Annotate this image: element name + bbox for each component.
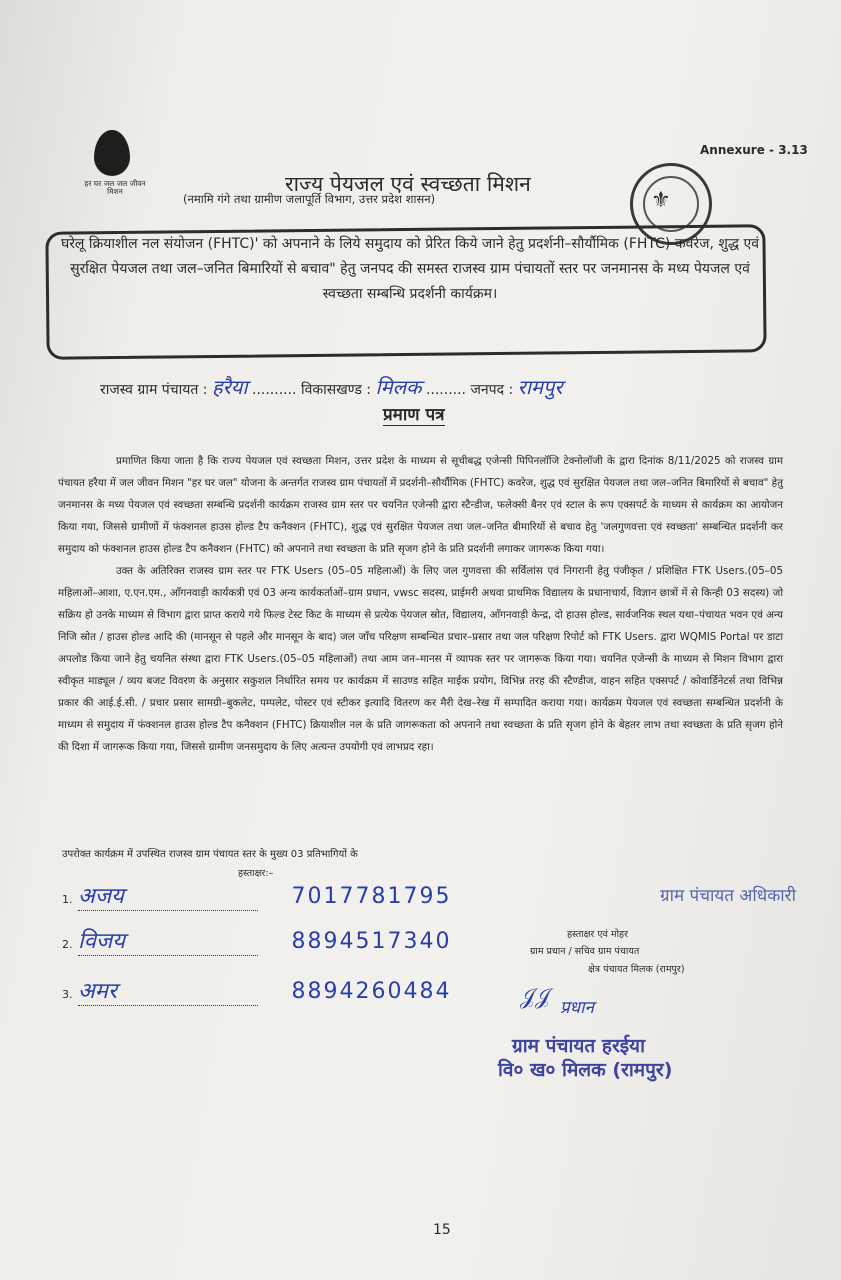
logo-text: हर घर जल जल जीवन मिशन: [84, 179, 146, 196]
participant-number: 2.: [62, 938, 73, 951]
annexure-label: Annexure - 3.13: [700, 143, 808, 157]
handwritten-signature: 𝒥𝒥: [520, 985, 551, 1010]
vikaskhand-value: मिलक: [375, 375, 422, 399]
jal-jeevan-mission-logo: [80, 130, 160, 205]
body-paragraph-2: उक्त के अतिरिक्त राजस्व ग्राम स्तर पर FTK Users (05–05 महिलाओं) के लिए जल गुणवत्ता की सर्विलांस एवं निगरानी हेतु पंजीकृत / प्रशिक्षित FTK Users.(05–05 महिलाओं–आशा, ए.एन.एम., आँगनवाड़ी कार्यकत्री एवं 03 अन्य कार्यकर्ताओं–ग्राम प्रधान, vwsc सदस्य, प्राईमरी अथवा प्राथमिक विद्यालय के प्रधानाचार्य, विज्ञान छात्रों में से किन्ही 03 सदस्य) जो सक्रिय हो उनके माध्यम से विभाग द्वारा प्राप्त कराये गये फिल्ड टेस्ट किट के माध्यम से प्रत्येक पेयजल स्रोत, विद्यालय, आँगनवाड़ी केन्द्र, दो हाउस होल्ड, सार्वजनिक स्थल यथा–पंचायत भवन एवं अन्य निजि स्रोत / हाउस होल्ड आदि की (मानसून से पहले और मानसून के बाद) जल जाँच परिक्षण सम्बन्धित प्रचार–प्रसार तथा जल परिक्षण रिपोर्ट को FTK Users. द्वारा WQMIS Portal पर डाटा अपलोड किया जाने हेतु चयनित संस्था द्वारा FTK Users.(05–05 महिलाओं) तथा आम जन–मानस में व्यापक स्तर पर जागरूक किया गया। चयनित एजेन्सी के माध्यम से मिशन विभाग द्वारा स्वीकृत माड्यूल / व्यय बजट विवरण के अनुसार सकुशल निर्धारित समय पर कार्यक्रम में साउण्ड सहित माईक प्रयोग, विभिन्न तरह की स्टैण्डीज, वाहन सहित एक्सपर्ट / कोवार्डिनेटर्स तथा विभिन्न प्रकार की आई.ई.सी. / प्रचार प्रसार सामग्री–बुकलेट, पम्पलेट, पोस्टर एवं स्टीकर इत्यादि वितरण कर मैरी देख–रेख में सम्पादित कराया गया। कार्यक्रम पेयजल एवं स्वच्छता सम्बन्धित प्रदर्शनी के माध्यम से समुदाय में फंक्शनल हाउस होल्ड टैप कनैक्शन (FHTC) क्रियाशील नल के प्रति जागरूकता को अपनाने तथा स्वच्छता के प्रति सृजग होने के बेहतर लाभ तथा स्वच्छता के प्रति सृजग होने की दिशा में जागरूक किया गया, जिससे ग्रामीण जनसमुदाय के लिए अत्यन्त उपयोगी एवं लाभप्रद रहा।: [58, 565, 783, 753]
gram-panchayat-label: राजस्व ग्राम पंचायत :: [100, 382, 208, 398]
panchayat-officer-stamp: ग्राम पंचायत अधिकारी: [660, 886, 797, 906]
janpad-value: रामपुर: [517, 375, 563, 399]
participant-number: 1.: [62, 893, 73, 906]
gram-panchayat-value: हरैया: [211, 375, 248, 399]
certificate-body: [58, 450, 783, 758]
participant-row: [62, 975, 451, 1006]
participant-row: [62, 880, 451, 911]
participants-sign-label: हस्ताक्षर:–: [238, 868, 274, 879]
location-fields: राजस्व ग्राम पंचायत : हरैया .......... विकासखण्ड : मिलक ......... जनपद : रामपुर: [100, 375, 563, 399]
vikaskhand-label: विकासखण्ड :: [300, 382, 371, 398]
participant-name: अमर: [78, 975, 258, 1006]
fish-emblem-icon: ⚜: [651, 188, 671, 213]
participants-note: उपरोक्त कार्यक्रम में उपस्थित राजस्व ग्राम पंचायत स्तर के मुख्य 03 प्रतिभागियों के: [62, 849, 358, 860]
participant-phone: 8894260484: [291, 979, 452, 1004]
pradhan-label: प्रधान: [560, 998, 594, 1018]
participant-name: विजय: [78, 925, 258, 956]
page-number: 15: [433, 1222, 451, 1238]
participant-name: अजय: [78, 880, 258, 911]
participant-number: 3.: [62, 988, 73, 1001]
program-title-text: घरेलू क्रियाशील नल संयोजन (FHTC)' को अपनाने के लिये समुदाय को प्रेरित किये जाने हेतु प्रदर्शनी–सौर्यौमिक (FHTC) कवरेज, शुद्ध एवं सुरक्षित पेयजल तथा जल–जनित बिमारियों से बचाव" हेतु जनपद की समस्त राजस्व ग्राम पंचायतों स्तर पर जनमानस के मध्य पेयजल एवं स्वच्छता सम्बन्धि प्रदर्शनी कार्यक्रम।: [60, 236, 760, 302]
gram-panchayat-stamp-line2: वि० ख० मिलक (रामपुर): [498, 1059, 673, 1081]
body-paragraph-1: प्रमाणित किया जाता है कि राज्य पेयजल एवं स्वच्छता मिशन, उत्तर प्रदेश के माध्यम से सूचीबद्ध एजेन्सी पिपिनलॉजि टेक्नोलॉजी के द्वारा दिनांक 8/11/2025 को राजस्व ग्राम पंचायत हरैया में जल जीवन मिशन "हर घर जल" योजना के अन्तर्गत राजस्व ग्राम पंचायतों में प्रदर्शनी–सौर्यौमिक (FHTC) कवरेज, शुद्ध एवं सुरक्षित पेयजल तथा जल–जनित बिमारियों से बचाव" हेतु जनमानस के मध्य पेयजल एवं स्वच्छता सम्बन्धि प्रदर्शनी कार्यक्रम राजस्व ग्राम स्तर पर चयनित एजेन्सी द्वारा स्टैन्डीज, फलेक्सी बैनर एवं स्टाल के रूप एक्सपर्ट के माध्यम से कार्यक्रम का आयोजन किया गया, जिससे ग्रामीणों में फंक्शनल हाउस होल्ड टैप कनैक्शन (FHTC), शुद्ध एवं सुरक्षित पेयजल तथा जल–जनित बीमारियों से बचाव हेतु 'जलगुणवत्ता एवं स्वच्छता' सम्बन्धित प्रदर्शनी कर समुदाय को फंक्शनल हाउस होल्ड टैप कनैक्शन (FHTC) को अपनाने तथा स्वच्छता के प्रति सृजग होने के प्रति प्रदर्शनी लगाकर जागरूक किया गया।: [58, 455, 783, 555]
gram-panchayat-stamp-line1: ग्राम पंचायत हरईया: [512, 1035, 645, 1057]
mission-subtitle: (नमामि गंगे तथा ग्रामीण जलापूर्ति विभाग, उत्तर प्रदेश शासन): [183, 192, 436, 206]
signatory-designation: ग्राम प्रधान / सचिव ग्राम पंचायत: [530, 946, 640, 957]
janpad-label: जनपद :: [470, 382, 514, 398]
water-drop-icon: [94, 130, 130, 176]
certificate-heading: प्रमाण पत्र: [383, 402, 445, 426]
mission-title: राज्य पेयजल एवं स्वच्छता मिशन: [285, 172, 531, 196]
participant-row: [62, 925, 451, 956]
kshetra-panchayat-label: क्षेत्र पंचायत मिलक (रामपुर): [588, 964, 685, 975]
signature-seal-label: हस्ताक्षर एवं मोहर: [567, 929, 628, 940]
participant-phone: 7017781795: [291, 884, 452, 909]
participant-phone: 8894517340: [291, 929, 452, 954]
